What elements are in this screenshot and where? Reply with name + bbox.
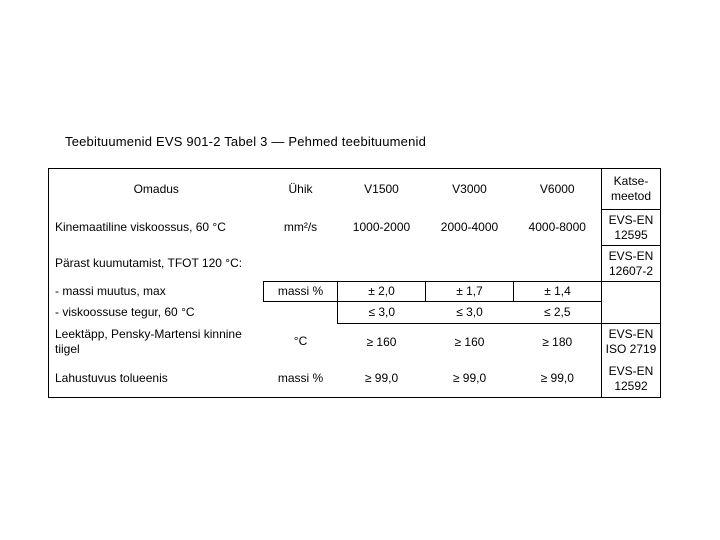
cell-unit: massi % [277,371,324,385]
cell-method: EVS-EN ISO 2719 [602,324,661,361]
table-row [49,210,661,246]
cell-v3000: ≥ 99,0 [452,371,487,385]
cell-v6000: 4000-8000 [528,220,586,234]
header-v6000: V6000 [539,181,575,196]
header-property: Omadus [133,181,179,196]
header-method: Katse-meetod [602,169,661,210]
cell-v6000: ± 1,4 [514,282,602,302]
header-v1500: V1500 [364,181,399,196]
table-row [49,360,661,398]
cell-v1500: ≥ 160 [366,334,397,349]
cell-property: - massi muutus, max [55,284,166,298]
cell-property: - viskoossuse tegur, 60 °C [55,305,195,319]
cell-v1500: ≤ 3,0 [338,302,426,324]
cell-property: Kinemaatiline viskoossus, 60 °C [55,220,226,234]
header-v3000: V3000 [452,181,487,196]
cell-method [602,302,661,324]
cell-v1500: ≥ 99,0 [364,371,399,385]
cell-unit: °C [293,334,308,349]
cell-method [602,282,661,302]
cell-v6000: ≤ 2,5 [514,302,602,324]
cell-v1500: ± 2,0 [338,282,426,302]
table-header-row [49,169,661,210]
table-row [49,246,661,282]
cell-unit [264,302,338,324]
cell-v6000: ≥ 99,0 [540,371,574,385]
soft-tar-bitumen-table [48,168,661,398]
cell-method: EVS-EN 12595 [602,210,661,246]
cell-v3000: ≤ 3,0 [426,302,514,324]
header-unit: Ühik [288,181,313,196]
table-row [49,282,661,302]
cell-property: Pärast kuumutamist, TFOT 120 °C: [55,255,243,270]
cell-property: Leektäpp, Pensky-Martensi kinnine tiigel [55,326,242,356]
document-title: Teebituumenid EVS 901-2 Tabel 3 — Pehmed teebituumenid [65,134,427,149]
cell-v1500: 1000-2000 [352,220,411,234]
cell-method: EVS-EN 12607-2 [602,246,661,282]
cell-v3000: ± 1,7 [426,282,514,302]
cell-property: Lahustuvus tolueenis [55,371,168,385]
cell-v3000: 2000-4000 [440,220,499,234]
cell-v6000: ≥ 180 [542,334,573,349]
cell-v3000: ≥ 160 [454,334,485,349]
table-row [49,324,661,361]
cell-unit: mm²/s [283,220,318,234]
cell-unit: massi % [264,282,338,302]
table-row [49,302,661,324]
cell-method: EVS-EN 12592 [602,360,661,398]
